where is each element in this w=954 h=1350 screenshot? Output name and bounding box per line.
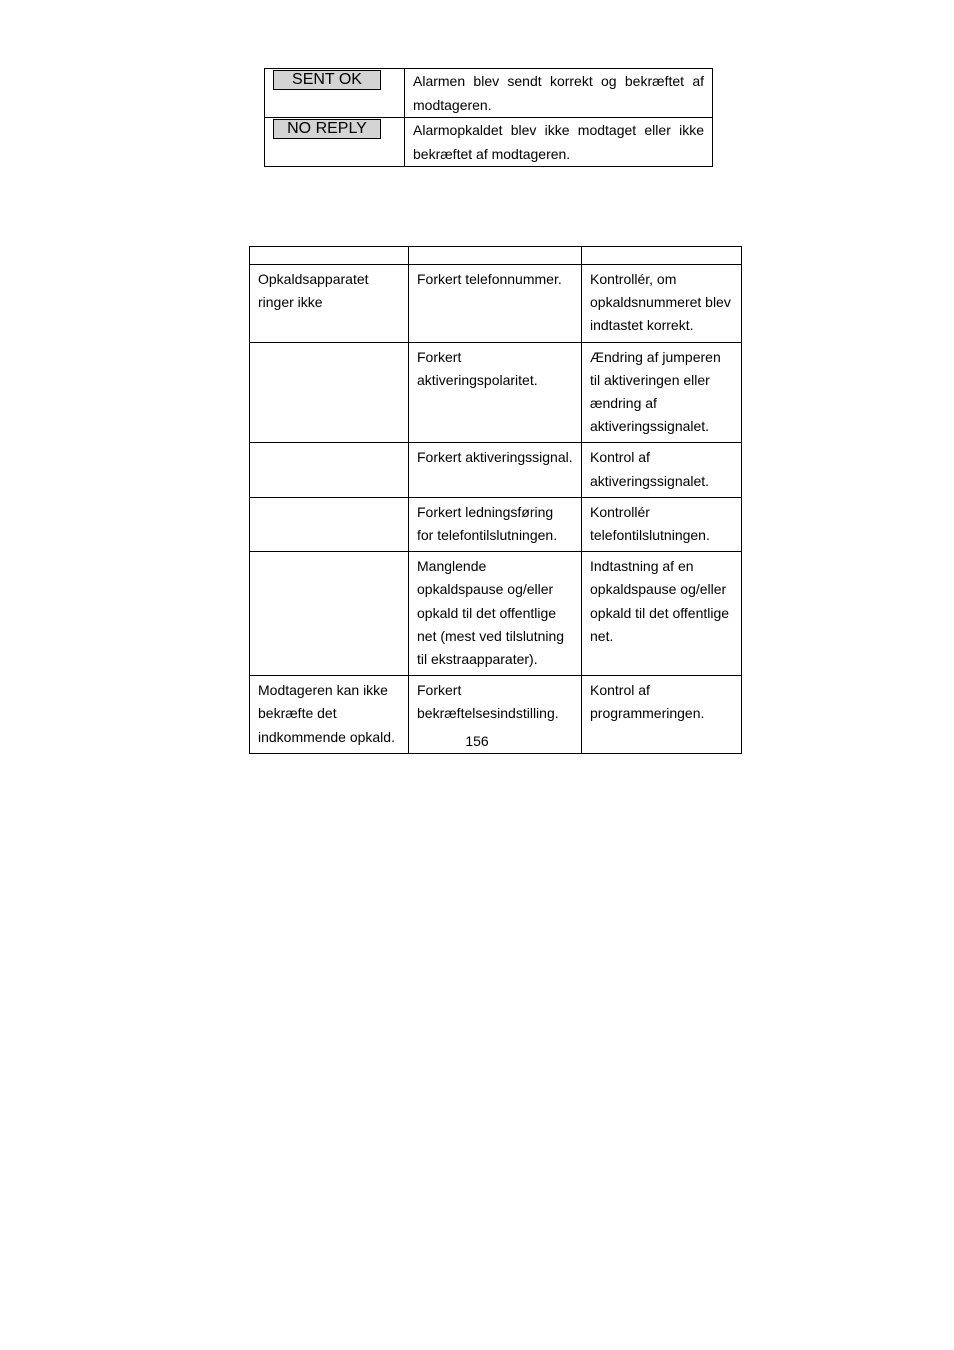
status-description: Alarmen blev sendt korrekt og bekræftet af modtageren.	[405, 69, 713, 118]
table-row	[250, 443, 742, 497]
cause-cell: Forkert ledningsføring for telefontilslutningen.	[409, 497, 582, 551]
problem-cell	[250, 443, 409, 497]
solution-cell: Kontrollér, om opkaldsnummeret blev indtastet korrekt.	[582, 265, 742, 343]
status-row-sent-ok	[265, 69, 713, 118]
problem-cell: Opkaldsapparatet ringer ikke	[250, 265, 409, 343]
cause-cell: Manglende opkaldspause og/eller opkald til det offentlige net (mest ved tilslutning til ekstraapparater).	[409, 552, 582, 676]
problem-cell	[250, 497, 409, 551]
status-label-cell	[265, 118, 405, 167]
page-number: 156	[465, 733, 489, 749]
solution-cell: Kontrol af aktiveringssignalet.	[582, 443, 742, 497]
table-row	[250, 342, 742, 443]
solution-cell: Kontrollér telefontilslutningen.	[582, 497, 742, 551]
problem-cell	[250, 342, 409, 443]
problem-cell	[250, 552, 409, 676]
solution-cell: Kontrol af programmeringen.	[582, 676, 742, 754]
solution-cell: Indtastning af en opkaldspause og/eller opkald til det offentlige net.	[582, 552, 742, 676]
status-message-table	[264, 68, 713, 167]
problem-cell: Modtageren kan ikke bekræfte det indkommende opkald.	[250, 676, 409, 754]
status-label-cell	[265, 69, 405, 118]
table-row	[250, 552, 742, 676]
cause-cell: Forkert aktiveringssignal.	[409, 443, 582, 497]
table-header-row	[250, 247, 742, 265]
header-solution	[582, 247, 742, 265]
cause-cell: Forkert bekræftelsesindstilling.	[409, 676, 582, 754]
status-description: Alarmopkaldet blev ikke modtaget eller ikke bekræftet af modtageren.	[405, 118, 713, 167]
sent-ok-display: SENT OK	[273, 70, 381, 90]
cause-cell: Forkert telefonnummer.	[409, 265, 582, 343]
header-cause	[409, 247, 582, 265]
header-problem	[250, 247, 409, 265]
cause-cell: Forkert aktiveringspolaritet.	[409, 342, 582, 443]
solution-cell: Ændring af jumperen til aktiveringen eller ændring af aktiveringssignalet.	[582, 342, 742, 443]
table-row	[250, 265, 742, 343]
no-reply-display: NO REPLY	[273, 119, 381, 139]
troubleshooting-table	[249, 246, 742, 754]
table-row	[250, 497, 742, 551]
status-row-no-reply	[265, 118, 713, 167]
